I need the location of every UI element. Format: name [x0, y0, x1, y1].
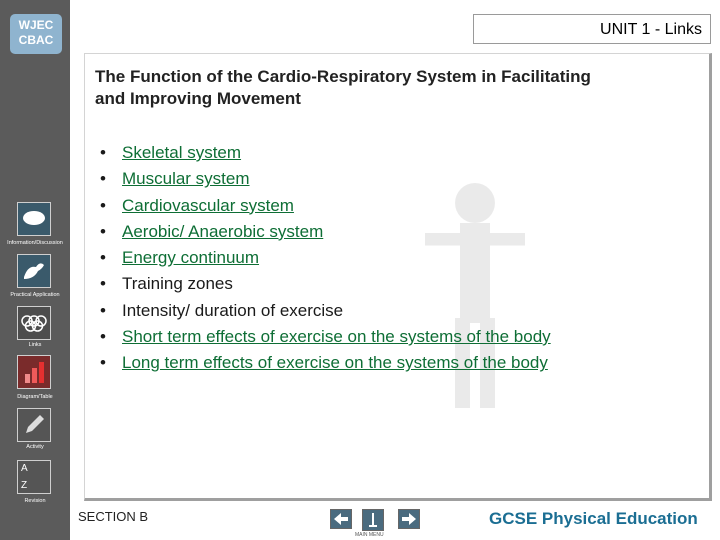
link-muscular-system[interactable]: Muscular system [122, 169, 250, 189]
link-short-term-effects[interactable]: Short term effects of exercise on the systems of the body [122, 327, 551, 347]
sidebar-item-label: Links [28, 342, 42, 348]
page-title: The Function of the Cardio-Respiratory System in Facilitating and Improving Movement [95, 67, 591, 108]
arm-flex-icon[interactable] [17, 254, 51, 288]
bullet-icon: • [100, 300, 106, 320]
unit-title-box [473, 14, 711, 44]
sidebar-item-label: Information/Discussion [7, 240, 63, 246]
bullet-icon: • [100, 143, 106, 162]
list-item [96, 248, 656, 274]
bullet-icon: • [100, 248, 106, 268]
link-skeletal-system[interactable]: Skeletal system [122, 143, 242, 162]
list-item [96, 274, 656, 300]
list-item [96, 353, 656, 379]
back-button[interactable] [330, 509, 352, 529]
sidebar-item-label: Diagram/Table [17, 394, 53, 400]
brand-label: GCSE Physical Education [489, 509, 698, 528]
bullet-icon: • [100, 353, 106, 373]
sidebar-item-label: Revision [24, 498, 46, 504]
revision-letter-a: A [21, 463, 28, 474]
topic-list [96, 143, 656, 380]
sidebar-item-label: Practical Application [10, 292, 60, 298]
list-item [96, 327, 656, 353]
link-long-term-effects[interactable]: Long term effects of exercise on the systems of the body [122, 353, 548, 373]
main-menu-icon [363, 510, 383, 530]
arrow-right-icon [399, 510, 419, 528]
link-cardiovascular-system[interactable]: Cardiovascular system [122, 195, 294, 215]
text-training-zones: Training zones [122, 274, 233, 294]
section-label: SECTION B [78, 509, 149, 524]
main-menu-label: MAIN MENU [355, 532, 384, 538]
unit-title: UNIT 1 - Links [600, 21, 702, 38]
bullet-icon: • [100, 221, 106, 241]
bullet-icon: • [100, 169, 106, 189]
link-energy-continuum[interactable]: Energy continuum [122, 248, 260, 268]
revision-letter-z: Z [21, 480, 28, 491]
olympic-rings-icon[interactable] [17, 306, 51, 340]
list-item [96, 196, 656, 222]
arrow-left-icon [331, 510, 351, 528]
pencil-icon[interactable] [17, 408, 51, 442]
a-to-z-icon[interactable] [17, 460, 51, 494]
bar-chart-icon[interactable] [17, 355, 51, 389]
forward-button[interactable] [398, 509, 420, 529]
wjec-cbac-logo [10, 14, 62, 54]
sidebar [0, 0, 70, 540]
link-aerobic-anaerobic-system[interactable]: Aerobic/ Anaerobic system [122, 221, 324, 241]
bullet-icon: • [100, 274, 106, 294]
speech-bubble-icon[interactable] [17, 202, 51, 236]
logo-line-1: WJEC [18, 18, 54, 32]
list-item [96, 143, 656, 169]
list-item [96, 301, 656, 327]
text-intensity-duration: Intensity/ duration of exercise [122, 300, 344, 320]
sidebar-item-label: Activity [26, 444, 44, 450]
bullet-icon: • [100, 327, 106, 347]
list-item [96, 169, 656, 195]
bullet-icon: • [100, 195, 106, 215]
logo-line-2: CBAC [18, 33, 54, 47]
list-item [96, 222, 656, 248]
main-menu-button[interactable] [362, 509, 384, 531]
